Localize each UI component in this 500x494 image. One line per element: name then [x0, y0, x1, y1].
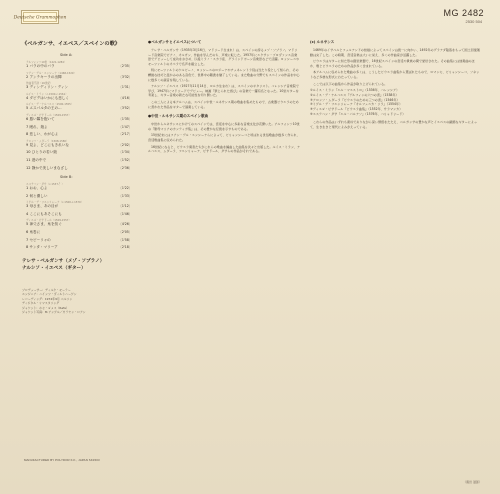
track-title: サンタ・マリーア [29, 245, 58, 250]
track-duration: 〔2'02〕 [118, 142, 132, 147]
track-duration: 〔2'17〕 [118, 132, 132, 137]
track-number: 3 [26, 204, 29, 209]
essay-paragraph: 1469年のイサベルとフェルナンドの結婚によってスペインは統一に向かい、1492年のグラナダ陥落をもって国土回復運動は完了した。この時期、宮廷音楽は大いに栄え、多くの作曲家が活躍した。 [310, 48, 480, 57]
track-title: ここにもあそこにも [29, 211, 62, 216]
track-item [22, 61, 140, 68]
track-row [22, 96, 140, 100]
track-number: 2 [26, 74, 29, 79]
list-item: ⑤ディエゴ・ピサドール『ビウエラ曲集』（1552年、サラマンカ） [310, 106, 403, 111]
tracklist-column [22, 40, 140, 315]
side-b-tracklist [22, 183, 140, 250]
track-item [22, 114, 140, 121]
list-item: ④ミゲル・デ・フエンリャーナ『オルフェニカ・リラ』（1554年） [310, 102, 403, 107]
section-heading: (c) ルネサンス [310, 40, 335, 44]
track-label [22, 117, 55, 121]
track-duration: 〔2'36〕 [118, 165, 132, 170]
track-number: 5 [26, 106, 29, 111]
track-duration: 〔1'22〕 [118, 185, 132, 190]
catalog-number: MG 2482 [443, 8, 484, 18]
list-item: ⑥エステバン・ダサ『エル・パルナソ』（1576年、バリャドリード） [310, 111, 406, 116]
track-item [22, 150, 140, 154]
track-row [22, 204, 140, 208]
track-row [22, 85, 140, 89]
track-label [22, 150, 57, 154]
essay-paragraph: この二人による本アルバムは、スペイン中世・ルネサンス期の歌曲を集めたもので、古楽器ビウエラのために書かれた作品をギターで演奏している。 [148, 99, 299, 109]
track-duration: 〔4'26〕 [118, 222, 132, 227]
track-row [22, 222, 140, 226]
track-row [22, 245, 140, 249]
track-number: 6 [26, 116, 29, 121]
track-item [22, 183, 140, 190]
track-item [22, 230, 140, 234]
track-row [22, 212, 140, 216]
manufacturer-line: MANUFACTURED BY POLYDOR K.K., JAPAN SK1503 [24, 458, 100, 462]
track-composer: アルフォンソ10世（1221-1284） [26, 61, 67, 64]
track-number: 2 [26, 193, 29, 198]
list-item: ②ルイス・デ・ナルバエス『デルフィンの六つの書』（1538年） [310, 92, 399, 97]
songbook-list [310, 88, 480, 116]
track-title: 静かで美しいまなざし [31, 165, 68, 170]
track-item [22, 219, 140, 226]
production-line: ジャケット：ホセ・ゴメス（Rafa） [22, 305, 69, 310]
track-composer: ディエゴ・ピサドール（1509-1557） [26, 113, 72, 117]
catalog-sub-number: 2530 504 [465, 19, 483, 24]
track-label [22, 143, 69, 147]
track-title: セビーリャの [29, 237, 51, 242]
track-number: 3 [26, 85, 29, 90]
track-number: 4 [26, 95, 29, 100]
track-title: 母さま、あの目が [29, 204, 59, 209]
track-item [22, 166, 140, 170]
credit-berganza: テレサ・ベルガンサ（メゾ・ソプラノ） [22, 258, 105, 264]
section-heading: ●中世・ルネサンス期のスペイン歌曲 [148, 114, 209, 119]
track-item [22, 238, 140, 242]
track-duration: 〔1'33〕 [118, 193, 132, 198]
track-item [22, 93, 140, 100]
track-row [22, 194, 140, 198]
track-duration: 〔1'46〕 [118, 211, 132, 216]
track-duration: 〔2'18〕 [118, 245, 132, 250]
track-label [22, 204, 58, 208]
track-item [22, 201, 140, 208]
side-a-tracklist [22, 61, 140, 170]
track-label [22, 132, 58, 136]
track-item [22, 82, 140, 89]
track-title: エスパルタの王の… [29, 106, 62, 111]
essay-paragraph: これらの作品はいずれも素朴でありながら深い情感をたたえ、ベルガンサの豊かな声とイエペスの繊細なギターによって、生き生きと現代によみがえっている。 [310, 120, 477, 129]
essay-paragraph: ビウエラはギターに似た形の撥弦楽器で、16世紀スペインの宮廷や貴族の間で愛好された。その曲集には独奏曲のほか、歌とビウエラのための作品が多く含まれている。 [310, 59, 475, 68]
track-number: 1 [26, 64, 29, 68]
production-line: ジャケット写真：M.アンゲル／カラヤン・ロアン [22, 310, 86, 315]
track-row [22, 150, 140, 154]
essay-paragraph: 16世紀になると、ビウエラ奏者たちがこれらの歌曲を編曲した曲集を次々と出版した。ルイス・ミラン、ナルバエス、ムダーラ、フエンリャーナ、ピサドール、ダサらの作品がそれである。 [148, 144, 300, 154]
essay-column-middle [148, 40, 300, 156]
essay-paragraph: ここでは以下の曲集から作品が取り上げられている。 [313, 81, 388, 86]
track-row [22, 125, 140, 129]
author-signature: （濱田 滋郎） [463, 480, 482, 484]
section-heading: ●ベルガンサとイエペスについて [148, 40, 202, 44]
track-row [22, 238, 140, 242]
album-title: 《ベルガンサ、イエペス／スペインの歌》 [22, 41, 120, 47]
deutsche-grammophon-logo [13, 10, 67, 24]
track-duration: 〔3'52〕 [118, 106, 132, 111]
track-number: 11 [26, 157, 31, 162]
track-duration: 〔1'34〕 [118, 150, 132, 155]
credit-yepes: ナルシソ・イエペス（ギター） [22, 265, 86, 271]
track-number: 10 [26, 150, 31, 155]
track-row [22, 158, 140, 162]
track-label [22, 125, 48, 129]
list-item: ③アロンソ・ムダーラ『ビウエラのための三つの書』（1546年） [310, 97, 400, 102]
track-row [22, 75, 140, 79]
track-duration: 〔4'16〕 [118, 95, 132, 100]
track-label [22, 212, 62, 216]
track-title: ダビデはいかにも悲しく [29, 95, 69, 100]
essay-column-right [310, 40, 480, 132]
track-item [22, 72, 140, 79]
track-title: 遊の中で [31, 157, 47, 162]
track-number: 12 [26, 165, 31, 170]
track-composer: ディエゴ・ピサドール（1509-1557） [26, 219, 72, 223]
svg-text:Deutsche Grammophon: Deutsche Grammophon [13, 15, 67, 21]
track-item [22, 194, 140, 198]
essay-paragraph: 中世からルネサンスにかけてのスペインでは、宮廷を中心に多彩な音楽文化が花開いた。アルフォンソ10世の『聖母マリアのカンティガ集』は、その豊かな伝統を示すものである。 [148, 122, 300, 131]
track-label [22, 158, 46, 162]
track-item [22, 158, 140, 162]
track-item [22, 140, 140, 147]
track-composer: エステバン・ダサ（c.1537-？） [26, 182, 65, 186]
essay-paragraph: テレサ・ベルガンサ（1935年3月16日、マドリード生まれ）は、スペインの誇るメゾ・ソプラノ。マドリード音楽院でピアノ、オルガン、作曲を学んだのち、声楽に転じた。1957年にエクサン・プロヴァンス音楽祭でデビューして成功をおさめ、以後ミラノ・スカラ座、グラインドボーン音楽祭などで活躍。ロッシーニやモーツァルトのオペラで名声を確立した。 [148, 48, 300, 66]
track-composer: ルイス・ミラン（c.1500-c.1561） [26, 92, 68, 96]
production-line: ディジタル・リマスタリング [22, 301, 60, 306]
catalog-number-block [443, 8, 484, 24]
track-label [22, 106, 62, 110]
essay-paragraph: 本アルバムに収められた歌曲の多くは、こうしたビウエラ曲集から選ばれたもので、ロマンセ、ビリャンシーコ、ソネットなど多様な形式にわたっている。 [310, 70, 480, 79]
track-row [22, 106, 140, 110]
track-row [22, 132, 140, 136]
track-number: 7 [26, 237, 29, 242]
track-item [22, 245, 140, 249]
track-title: 何と優しい [29, 193, 48, 198]
track-composer: アロンソ・ムダーラ（1508-1580） [26, 139, 69, 143]
track-label [22, 166, 68, 170]
track-composer: ルイス・デ・ナルバエス（1500-1555） [26, 103, 74, 107]
track-duration: 〔1'52〕 [118, 157, 132, 162]
track-number: 8 [26, 132, 29, 137]
track-duration: 〔1'35〕 [118, 116, 132, 121]
track-item [22, 125, 140, 129]
track-label [22, 96, 69, 100]
track-duration: 〔1'47〕 [118, 124, 132, 129]
track-row [22, 64, 140, 68]
production-line: エンジニア：ハインツ・ヴィルトハーゲン [22, 292, 77, 297]
track-item [22, 212, 140, 216]
track-title: アンテキーラの出陣 [29, 74, 62, 79]
track-title: 神父さま、糸を紡ぐ [29, 222, 62, 227]
track-label [22, 238, 51, 242]
production-line: プロデューサー：ディルク・モーラー [22, 287, 71, 292]
track-label [22, 64, 55, 68]
track-number: 9 [26, 142, 29, 147]
essay-paragraph: 特にモーツァルトのケルビーノ、ロッシーニのロジーナやチェネレントラ役は当たり役として知られ、その精緻な技巧と温かみのある音色で、世界中の聴衆を魅了している。また歌曲の分野でもスペインの作品を中心に数多くの録音を残している。 [148, 68, 300, 82]
track-title: 悪い隣を抱いて [29, 116, 55, 121]
track-item [22, 132, 140, 136]
track-row [22, 186, 140, 190]
track-title: 見よ、どこにもきれいな [29, 142, 69, 147]
track-row [22, 143, 140, 147]
track-duration: 〔2'35〕 [118, 64, 132, 68]
track-title: ディンディリン・ディン [29, 85, 69, 90]
list-item: ①ルイス・ミラン『エル・マエストロ』（1536年、バレンシア） [310, 88, 400, 93]
track-number: 6 [26, 229, 29, 234]
track-label [22, 186, 47, 190]
production-credits [22, 288, 140, 316]
side-a-heading: Side A: [60, 53, 73, 57]
track-duration: 〔3'32〕 [118, 74, 132, 79]
track-row [22, 166, 140, 170]
track-composer: ミゲル・デ・フエンリャーナ（c.1500-c.1579） [26, 201, 84, 205]
performer-credits [22, 258, 140, 272]
track-title: バラの中のバラ [29, 64, 55, 68]
track-label [22, 75, 62, 79]
track-title: 悲しい、わが心よ [29, 132, 59, 137]
track-number: 1 [26, 185, 29, 190]
track-number: 8 [26, 245, 29, 250]
track-title: 糸巻に [29, 229, 41, 234]
track-duration: 〔2'05〕 [118, 229, 132, 234]
logo-icon [13, 12, 67, 22]
track-duration: 〔1'58〕 [118, 237, 132, 242]
track-row [22, 117, 140, 121]
track-row [22, 230, 140, 234]
track-duration: 〔1'31〕 [118, 85, 132, 90]
track-composer: 作曲者不詳（16世紀） [26, 82, 53, 86]
track-title: おお、心よ [29, 185, 48, 190]
track-composer: フアン・デル・エンシーナ（1468-1529） [26, 71, 77, 75]
track-label [22, 85, 68, 89]
essay-paragraph: ナルシソ・イエペス（1927年11月14日、ロルカ生まれ）は、スペインのギタリスト。バレンシア音楽院で学び、1947年にマドリードでデビュー。映画『禁じられた遊び』の音楽で一躍有名となった。10弦ギターを考案し、ギター音楽の新たな可能性を切り開いた。 [148, 84, 299, 98]
track-duration: 〔1'12〕 [118, 204, 132, 209]
track-number: 5 [26, 222, 29, 227]
track-title: 眠れ、娘よ [29, 124, 48, 129]
track-label [22, 222, 62, 226]
track-label [22, 230, 40, 234]
track-title: ひとりの若い娘 [31, 150, 57, 155]
side-b-heading: Side B: [60, 174, 73, 179]
track-number: 4 [26, 211, 29, 216]
track-number: 7 [26, 124, 29, 129]
essay-paragraph: 15世紀末にはフアン・デル・エンシーナらによって、ビリャンシーコと呼ばれる世俗歌曲が数多く作られ、宮廷歌曲集に収められた。 [148, 133, 300, 142]
track-item [22, 103, 140, 110]
production-line: レコーディング：1974年9月 ベルリン [22, 296, 73, 301]
track-label [22, 245, 58, 249]
track-label [22, 194, 47, 198]
